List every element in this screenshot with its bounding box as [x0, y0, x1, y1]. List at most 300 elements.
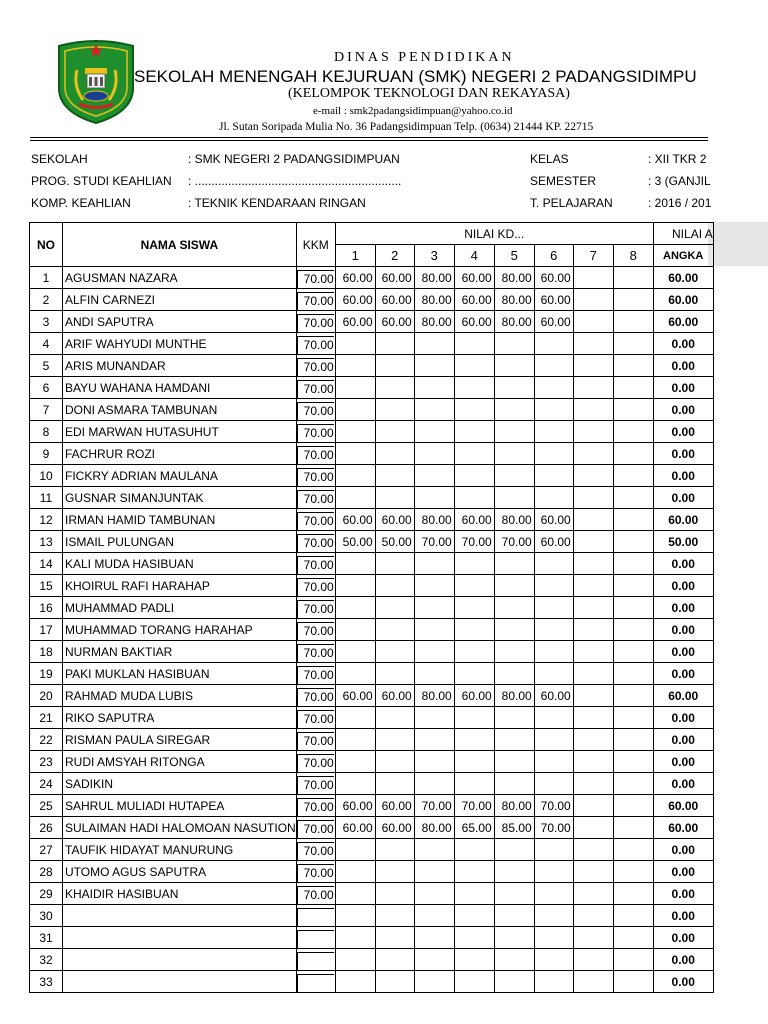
- kd-score-cell[interactable]: [414, 861, 454, 883]
- kd-score-cell[interactable]: [494, 575, 534, 597]
- kd-score-cell[interactable]: [534, 619, 573, 641]
- kd-score-cell[interactable]: 60.00: [534, 685, 573, 707]
- kd-score-cell[interactable]: [613, 773, 653, 795]
- kd-score-cell[interactable]: [534, 663, 573, 685]
- kkm-cell[interactable]: [296, 971, 335, 993]
- kkm-cell[interactable]: [296, 817, 335, 839]
- kd-score-cell[interactable]: [335, 949, 375, 971]
- kd-score-cell[interactable]: [414, 949, 454, 971]
- kkm-cell[interactable]: [296, 487, 335, 509]
- kd-score-cell[interactable]: [454, 399, 494, 421]
- kd-score-cell[interactable]: 60.00: [375, 311, 414, 333]
- kd-score-cell[interactable]: 60.00: [335, 685, 375, 707]
- kd-score-cell[interactable]: [534, 597, 573, 619]
- kd-score-cell[interactable]: [534, 465, 573, 487]
- kd-score-cell[interactable]: [613, 905, 653, 927]
- kd-score-cell[interactable]: 80.00: [414, 817, 454, 839]
- kd-score-cell[interactable]: [534, 927, 573, 949]
- kd-score-cell[interactable]: [375, 773, 414, 795]
- kkm-cell[interactable]: [296, 421, 335, 443]
- student-name-cell[interactable]: FICKRY ADRIAN MAULANA: [63, 465, 297, 487]
- kd-score-cell[interactable]: [494, 663, 534, 685]
- kd-score-cell[interactable]: [494, 487, 534, 509]
- kd-score-cell[interactable]: [375, 861, 414, 883]
- kd-score-cell[interactable]: [573, 905, 613, 927]
- kd-score-cell[interactable]: [573, 839, 613, 861]
- kd-score-cell[interactable]: [335, 861, 375, 883]
- kd-score-cell[interactable]: [613, 663, 653, 685]
- kd-score-cell[interactable]: [573, 597, 613, 619]
- student-name-cell[interactable]: KHOIRUL RAFI HARAHAP: [63, 575, 297, 597]
- kd-score-cell[interactable]: 60.00: [375, 267, 414, 289]
- student-name-cell[interactable]: [63, 905, 297, 927]
- kkm-cell[interactable]: [296, 905, 335, 927]
- kd-score-cell[interactable]: 60.00: [335, 267, 375, 289]
- student-name-cell[interactable]: DONI ASMARA TAMBUNAN: [63, 399, 297, 421]
- kd-score-cell[interactable]: [494, 333, 534, 355]
- kd-score-cell[interactable]: [573, 883, 613, 905]
- kd-score-cell[interactable]: [494, 927, 534, 949]
- kd-score-cell[interactable]: [613, 619, 653, 641]
- kd-score-cell[interactable]: [573, 817, 613, 839]
- kd-score-cell[interactable]: [494, 971, 534, 993]
- kd-score-cell[interactable]: [414, 597, 454, 619]
- kd-score-cell[interactable]: [454, 773, 494, 795]
- kd-score-cell[interactable]: [454, 751, 494, 773]
- kd-score-cell[interactable]: [613, 707, 653, 729]
- kd-score-cell[interactable]: [335, 927, 375, 949]
- student-name-cell[interactable]: MUHAMMAD PADLI: [63, 597, 297, 619]
- kd-score-cell[interactable]: [534, 641, 573, 663]
- kd-score-cell[interactable]: [573, 311, 613, 333]
- student-name-cell[interactable]: TAUFIK HIDAYAT MANURUNG: [63, 839, 297, 861]
- kd-score-cell[interactable]: [375, 355, 414, 377]
- kd-score-cell[interactable]: [573, 685, 613, 707]
- student-name-cell[interactable]: KALI MUDA HASIBUAN: [63, 553, 297, 575]
- kd-score-cell[interactable]: [494, 399, 534, 421]
- kd-score-cell[interactable]: [534, 575, 573, 597]
- kd-score-cell[interactable]: [494, 729, 534, 751]
- kd-score-cell[interactable]: [375, 971, 414, 993]
- kd-score-cell[interactable]: [335, 597, 375, 619]
- kd-score-cell[interactable]: [414, 421, 454, 443]
- kkm-cell[interactable]: [296, 267, 335, 289]
- kd-score-cell[interactable]: [375, 399, 414, 421]
- kd-score-cell[interactable]: [534, 861, 573, 883]
- kd-score-cell[interactable]: [414, 729, 454, 751]
- kd-score-cell[interactable]: [613, 487, 653, 509]
- kkm-cell[interactable]: [296, 333, 335, 355]
- kd-score-cell[interactable]: [613, 729, 653, 751]
- kd-score-cell[interactable]: 60.00: [335, 289, 375, 311]
- kd-score-cell[interactable]: [613, 355, 653, 377]
- kkm-cell[interactable]: [296, 619, 335, 641]
- kd-score-cell[interactable]: [335, 839, 375, 861]
- kkm-cell[interactable]: [296, 641, 335, 663]
- kd-score-cell[interactable]: [534, 751, 573, 773]
- kd-score-cell[interactable]: [335, 707, 375, 729]
- kd-score-cell[interactable]: 60.00: [534, 311, 573, 333]
- kd-score-cell[interactable]: 60.00: [375, 795, 414, 817]
- kd-score-cell[interactable]: 80.00: [414, 311, 454, 333]
- kd-score-cell[interactable]: [414, 663, 454, 685]
- kd-score-cell[interactable]: [534, 971, 573, 993]
- kd-score-cell[interactable]: [375, 663, 414, 685]
- kd-score-cell[interactable]: [613, 751, 653, 773]
- kd-score-cell[interactable]: 80.00: [414, 685, 454, 707]
- student-name-cell[interactable]: RUDI AMSYAH RITONGA: [63, 751, 297, 773]
- kd-score-cell[interactable]: [494, 905, 534, 927]
- kkm-cell[interactable]: [296, 575, 335, 597]
- kd-score-cell[interactable]: [534, 487, 573, 509]
- kd-score-cell[interactable]: [613, 575, 653, 597]
- kd-score-cell[interactable]: 80.00: [494, 311, 534, 333]
- kd-score-cell[interactable]: [494, 861, 534, 883]
- kd-score-cell[interactable]: [375, 707, 414, 729]
- kd-score-cell[interactable]: 60.00: [454, 685, 494, 707]
- student-name-cell[interactable]: AGUSMAN NAZARA: [63, 267, 297, 289]
- kd-score-cell[interactable]: [454, 839, 494, 861]
- kd-score-cell[interactable]: [573, 289, 613, 311]
- kd-score-cell[interactable]: [414, 333, 454, 355]
- kd-score-cell[interactable]: 60.00: [454, 311, 494, 333]
- kd-score-cell[interactable]: [335, 377, 375, 399]
- kkm-cell[interactable]: [296, 465, 335, 487]
- kd-score-cell[interactable]: [494, 377, 534, 399]
- student-name-cell[interactable]: RISMAN PAULA SIREGAR: [63, 729, 297, 751]
- kd-score-cell[interactable]: 60.00: [534, 289, 573, 311]
- kd-score-cell[interactable]: 70.00: [534, 817, 573, 839]
- kd-score-cell[interactable]: [454, 971, 494, 993]
- kd-score-cell[interactable]: [375, 949, 414, 971]
- kd-score-cell[interactable]: [534, 377, 573, 399]
- kd-score-cell[interactable]: [534, 707, 573, 729]
- kd-score-cell[interactable]: [335, 773, 375, 795]
- student-name-cell[interactable]: BAYU WAHANA HAMDANI: [63, 377, 297, 399]
- kkm-cell[interactable]: [296, 751, 335, 773]
- student-name-cell[interactable]: SULAIMAN HADI HALOMOAN NASUTION: [63, 817, 297, 839]
- kd-score-cell[interactable]: [613, 641, 653, 663]
- kd-score-cell[interactable]: 60.00: [375, 289, 414, 311]
- kd-score-cell[interactable]: 50.00: [335, 531, 375, 553]
- kd-score-cell[interactable]: [534, 883, 573, 905]
- kd-score-cell[interactable]: [335, 575, 375, 597]
- kd-score-cell[interactable]: [534, 905, 573, 927]
- kd-score-cell[interactable]: [573, 575, 613, 597]
- kkm-cell[interactable]: [296, 861, 335, 883]
- kd-score-cell[interactable]: [534, 443, 573, 465]
- kd-score-cell[interactable]: [414, 927, 454, 949]
- kd-score-cell[interactable]: [534, 839, 573, 861]
- kd-score-cell[interactable]: 60.00: [335, 509, 375, 531]
- kd-score-cell[interactable]: [375, 927, 414, 949]
- kd-score-cell[interactable]: [335, 399, 375, 421]
- kd-score-cell[interactable]: [573, 751, 613, 773]
- kd-score-cell[interactable]: 60.00: [335, 311, 375, 333]
- kd-score-cell[interactable]: 80.00: [494, 685, 534, 707]
- kd-score-cell[interactable]: 80.00: [494, 267, 534, 289]
- kd-score-cell[interactable]: [613, 971, 653, 993]
- student-name-cell[interactable]: SADIKIN: [63, 773, 297, 795]
- kd-score-cell[interactable]: [534, 729, 573, 751]
- kd-score-cell[interactable]: [375, 597, 414, 619]
- kd-score-cell[interactable]: [573, 927, 613, 949]
- kd-score-cell[interactable]: 80.00: [494, 795, 534, 817]
- kd-score-cell[interactable]: [414, 377, 454, 399]
- kd-score-cell[interactable]: [454, 443, 494, 465]
- kd-score-cell[interactable]: [613, 553, 653, 575]
- kd-score-cell[interactable]: 80.00: [494, 509, 534, 531]
- kd-score-cell[interactable]: [613, 377, 653, 399]
- kd-score-cell[interactable]: [414, 465, 454, 487]
- kd-score-cell[interactable]: [573, 971, 613, 993]
- kd-score-cell[interactable]: [335, 619, 375, 641]
- student-name-cell[interactable]: RAHMAD MUDA LUBIS: [63, 685, 297, 707]
- kd-score-cell[interactable]: [454, 927, 494, 949]
- kd-score-cell[interactable]: [494, 553, 534, 575]
- kd-score-cell[interactable]: 80.00: [414, 509, 454, 531]
- kd-score-cell[interactable]: [494, 619, 534, 641]
- kkm-cell[interactable]: [296, 795, 335, 817]
- kd-score-cell[interactable]: [613, 311, 653, 333]
- kd-score-cell[interactable]: [454, 597, 494, 619]
- kd-score-cell[interactable]: [613, 795, 653, 817]
- kd-score-cell[interactable]: [375, 839, 414, 861]
- kd-score-cell[interactable]: [414, 355, 454, 377]
- kkm-cell[interactable]: [296, 399, 335, 421]
- kd-score-cell[interactable]: [335, 883, 375, 905]
- kd-score-cell[interactable]: [494, 839, 534, 861]
- student-name-cell[interactable]: ARIS MUNANDAR: [63, 355, 297, 377]
- kd-score-cell[interactable]: 80.00: [494, 289, 534, 311]
- kd-score-cell[interactable]: [573, 663, 613, 685]
- kd-score-cell[interactable]: 50.00: [375, 531, 414, 553]
- kd-score-cell[interactable]: [573, 267, 613, 289]
- kd-score-cell[interactable]: [494, 355, 534, 377]
- kkm-cell[interactable]: [296, 773, 335, 795]
- student-name-cell[interactable]: ISMAIL PULUNGAN: [63, 531, 297, 553]
- kd-score-cell[interactable]: [494, 949, 534, 971]
- kd-score-cell[interactable]: [573, 641, 613, 663]
- student-name-cell[interactable]: FACHRUR ROZI: [63, 443, 297, 465]
- kd-score-cell[interactable]: [454, 333, 494, 355]
- kd-score-cell[interactable]: [454, 377, 494, 399]
- student-name-cell[interactable]: MUHAMMAD TORANG HARAHAP: [63, 619, 297, 641]
- kd-score-cell[interactable]: [335, 729, 375, 751]
- kd-score-cell[interactable]: [454, 729, 494, 751]
- student-name-cell[interactable]: NURMAN BAKTIAR: [63, 641, 297, 663]
- kd-score-cell[interactable]: [494, 883, 534, 905]
- student-name-cell[interactable]: [63, 971, 297, 993]
- kkm-cell[interactable]: [296, 685, 335, 707]
- kd-score-cell[interactable]: [613, 267, 653, 289]
- kd-score-cell[interactable]: [573, 553, 613, 575]
- kd-score-cell[interactable]: [454, 663, 494, 685]
- kd-score-cell[interactable]: [414, 443, 454, 465]
- kd-score-cell[interactable]: [494, 773, 534, 795]
- kd-score-cell[interactable]: [414, 905, 454, 927]
- kd-score-cell[interactable]: [573, 443, 613, 465]
- kd-score-cell[interactable]: 60.00: [375, 817, 414, 839]
- kd-score-cell[interactable]: 70.00: [454, 795, 494, 817]
- kd-score-cell[interactable]: [534, 333, 573, 355]
- kd-score-cell[interactable]: [613, 839, 653, 861]
- kd-score-cell[interactable]: [375, 377, 414, 399]
- kd-score-cell[interactable]: 85.00: [494, 817, 534, 839]
- student-name-cell[interactable]: KHAIDIR HASIBUAN: [63, 883, 297, 905]
- kd-score-cell[interactable]: [375, 421, 414, 443]
- kd-score-cell[interactable]: [375, 905, 414, 927]
- kd-score-cell[interactable]: [454, 465, 494, 487]
- kkm-cell[interactable]: [296, 707, 335, 729]
- kd-score-cell[interactable]: [454, 707, 494, 729]
- kd-score-cell[interactable]: 80.00: [414, 289, 454, 311]
- kd-score-cell[interactable]: [573, 795, 613, 817]
- kd-score-cell[interactable]: [335, 751, 375, 773]
- kd-score-cell[interactable]: [494, 597, 534, 619]
- kkm-cell[interactable]: [296, 531, 335, 553]
- kd-score-cell[interactable]: [534, 773, 573, 795]
- kd-score-cell[interactable]: [613, 399, 653, 421]
- kd-score-cell[interactable]: [375, 575, 414, 597]
- kd-score-cell[interactable]: [414, 487, 454, 509]
- kd-score-cell[interactable]: [414, 773, 454, 795]
- kd-score-cell[interactable]: [573, 465, 613, 487]
- kd-score-cell[interactable]: [414, 707, 454, 729]
- kd-score-cell[interactable]: [414, 751, 454, 773]
- kd-score-cell[interactable]: [494, 641, 534, 663]
- kd-score-cell[interactable]: [335, 553, 375, 575]
- student-name-cell[interactable]: [63, 927, 297, 949]
- kd-score-cell[interactable]: 70.00: [534, 795, 573, 817]
- kd-score-cell[interactable]: 70.00: [454, 531, 494, 553]
- kd-score-cell[interactable]: [414, 641, 454, 663]
- student-name-cell[interactable]: ARIF WAHYUDI MUNTHE: [63, 333, 297, 355]
- kd-score-cell[interactable]: [414, 839, 454, 861]
- kd-score-cell[interactable]: [573, 861, 613, 883]
- kd-score-cell[interactable]: [375, 553, 414, 575]
- kd-score-cell[interactable]: 60.00: [454, 289, 494, 311]
- kd-score-cell[interactable]: [454, 883, 494, 905]
- student-name-cell[interactable]: PAKI MUKLAN HASIBUAN: [63, 663, 297, 685]
- kd-score-cell[interactable]: [534, 553, 573, 575]
- kd-score-cell[interactable]: [335, 443, 375, 465]
- kd-score-cell[interactable]: [454, 553, 494, 575]
- kd-score-cell[interactable]: [573, 531, 613, 553]
- kd-score-cell[interactable]: [375, 619, 414, 641]
- kd-score-cell[interactable]: [454, 949, 494, 971]
- kkm-cell[interactable]: [296, 289, 335, 311]
- kd-score-cell[interactable]: 70.00: [494, 531, 534, 553]
- kkm-cell[interactable]: [296, 355, 335, 377]
- kd-score-cell[interactable]: [494, 707, 534, 729]
- kd-score-cell[interactable]: [375, 729, 414, 751]
- kd-score-cell[interactable]: [494, 751, 534, 773]
- kd-score-cell[interactable]: [573, 355, 613, 377]
- kd-score-cell[interactable]: [335, 663, 375, 685]
- kd-score-cell[interactable]: [613, 949, 653, 971]
- kkm-cell[interactable]: [296, 729, 335, 751]
- kd-score-cell[interactable]: 60.00: [375, 509, 414, 531]
- kd-score-cell[interactable]: [454, 905, 494, 927]
- kd-score-cell[interactable]: 80.00: [414, 267, 454, 289]
- kd-score-cell[interactable]: [573, 399, 613, 421]
- kd-score-cell[interactable]: [534, 399, 573, 421]
- kd-score-cell[interactable]: [335, 641, 375, 663]
- kd-score-cell[interactable]: [414, 883, 454, 905]
- kd-score-cell[interactable]: [573, 619, 613, 641]
- kd-score-cell[interactable]: [613, 421, 653, 443]
- kd-score-cell[interactable]: [494, 421, 534, 443]
- kd-score-cell[interactable]: [613, 817, 653, 839]
- kd-score-cell[interactable]: [613, 465, 653, 487]
- kd-score-cell[interactable]: 70.00: [414, 795, 454, 817]
- kkm-cell[interactable]: [296, 443, 335, 465]
- kkm-cell[interactable]: [296, 509, 335, 531]
- kd-score-cell[interactable]: [454, 641, 494, 663]
- kkm-cell[interactable]: [296, 663, 335, 685]
- kd-score-cell[interactable]: 60.00: [454, 267, 494, 289]
- kd-score-cell[interactable]: [573, 707, 613, 729]
- kd-score-cell[interactable]: 60.00: [335, 795, 375, 817]
- kd-score-cell[interactable]: 65.00: [454, 817, 494, 839]
- kd-score-cell[interactable]: [613, 685, 653, 707]
- kd-score-cell[interactable]: [573, 421, 613, 443]
- kd-score-cell[interactable]: 60.00: [534, 509, 573, 531]
- student-name-cell[interactable]: ANDI SAPUTRA: [63, 311, 297, 333]
- kd-score-cell[interactable]: [335, 465, 375, 487]
- student-name-cell[interactable]: SAHRUL MULIADI HUTAPEA: [63, 795, 297, 817]
- student-name-cell[interactable]: UTOMO AGUS SAPUTRA: [63, 861, 297, 883]
- kd-score-cell[interactable]: [375, 465, 414, 487]
- kd-score-cell[interactable]: [375, 487, 414, 509]
- kd-score-cell[interactable]: 60.00: [335, 817, 375, 839]
- kkm-cell[interactable]: [296, 839, 335, 861]
- kd-score-cell[interactable]: [613, 883, 653, 905]
- kd-score-cell[interactable]: [375, 641, 414, 663]
- kd-score-cell[interactable]: [613, 289, 653, 311]
- student-name-cell[interactable]: IRMAN HAMID TAMBUNAN: [63, 509, 297, 531]
- kd-score-cell[interactable]: [613, 443, 653, 465]
- kd-score-cell[interactable]: 60.00: [375, 685, 414, 707]
- kd-score-cell[interactable]: [414, 399, 454, 421]
- kkm-cell[interactable]: [296, 553, 335, 575]
- student-name-cell[interactable]: [63, 949, 297, 971]
- kd-score-cell[interactable]: [454, 619, 494, 641]
- kd-score-cell[interactable]: [454, 861, 494, 883]
- kkm-cell[interactable]: [296, 597, 335, 619]
- student-name-cell[interactable]: EDI MARWAN HUTASUHUT: [63, 421, 297, 443]
- kd-score-cell[interactable]: [454, 355, 494, 377]
- kd-score-cell[interactable]: [335, 487, 375, 509]
- kd-score-cell[interactable]: [573, 949, 613, 971]
- kd-score-cell[interactable]: 60.00: [534, 531, 573, 553]
- kd-score-cell[interactable]: [335, 971, 375, 993]
- kd-score-cell[interactable]: [414, 619, 454, 641]
- kd-score-cell[interactable]: [414, 575, 454, 597]
- kd-score-cell[interactable]: 60.00: [454, 509, 494, 531]
- kd-score-cell[interactable]: 60.00: [534, 267, 573, 289]
- kkm-cell[interactable]: [296, 311, 335, 333]
- student-name-cell[interactable]: RIKO SAPUTRA: [63, 707, 297, 729]
- kkm-cell[interactable]: [296, 949, 335, 971]
- kkm-cell[interactable]: [296, 883, 335, 905]
- kd-score-cell[interactable]: [454, 421, 494, 443]
- kd-score-cell[interactable]: [534, 949, 573, 971]
- kkm-cell[interactable]: [296, 927, 335, 949]
- kd-score-cell[interactable]: [375, 751, 414, 773]
- kd-score-cell[interactable]: [494, 465, 534, 487]
